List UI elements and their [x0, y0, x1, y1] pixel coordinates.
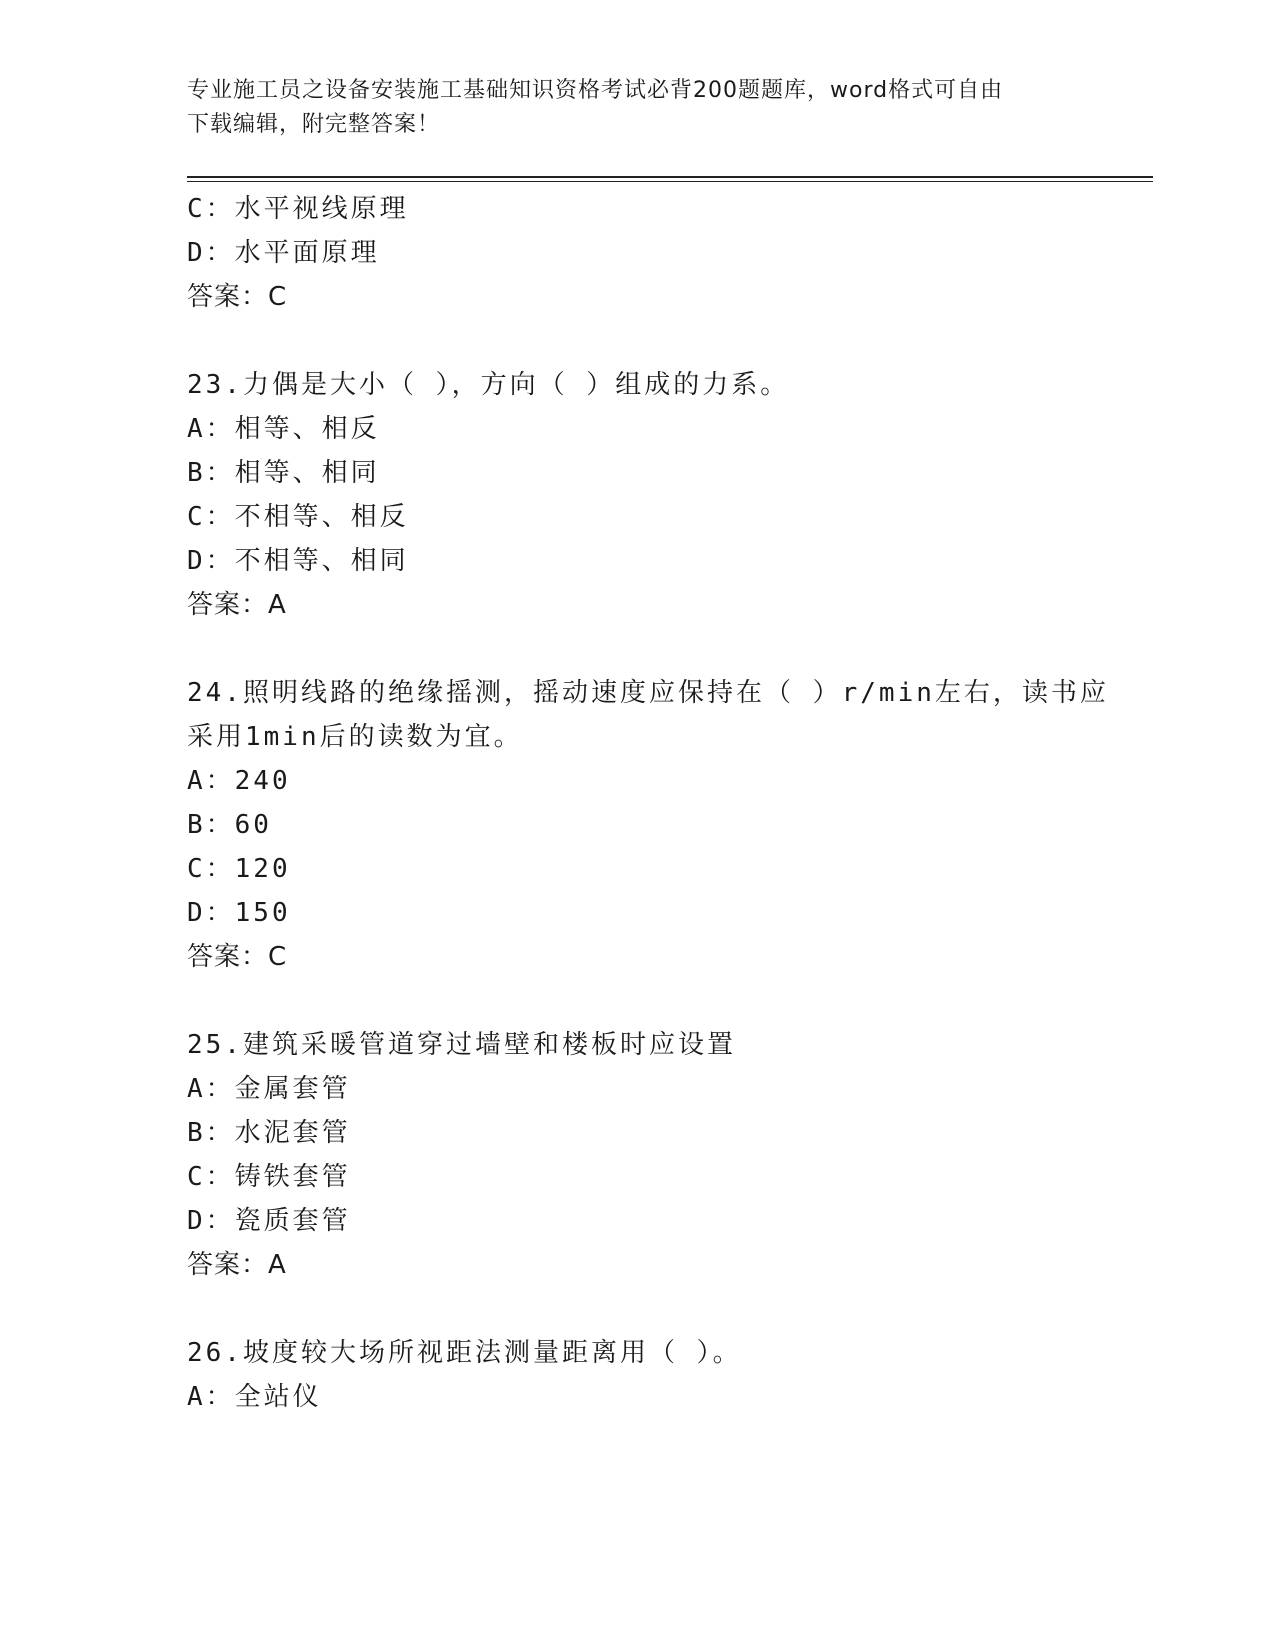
q25-option-c: C：铸铁套管: [187, 1162, 351, 1192]
q22-option-c: C：水平视线原理: [187, 194, 409, 224]
q25-answer: 答案：A: [187, 1250, 287, 1280]
q26-question: 26.坡度较大场所视距法测量距离用（ ）。: [187, 1338, 742, 1368]
q25-question: 25.建筑采暖管道穿过墙壁和楼板时应设置: [187, 1030, 736, 1060]
q24-question-line-1: 24.照明线路的绝缘摇测，摇动速度应保持在（ ）r/min左右，读书应: [187, 678, 1109, 708]
q25-option-a: A：金属套管: [187, 1074, 351, 1104]
q23-option-a: A：相等、相反: [187, 414, 380, 444]
header-line-2: 下载编辑，附完整答案！: [187, 112, 441, 137]
q23-answer: 答案：A: [187, 590, 287, 620]
header-divider-thick: [187, 176, 1153, 178]
q24-option-a: A：240: [187, 766, 291, 796]
q24-question-line-2: 采用1min后的读数为宜。: [187, 722, 523, 752]
q23-option-c: C：不相等、相反: [187, 502, 409, 532]
q23-option-d: D：不相等、相同: [187, 546, 409, 576]
document-header: [187, 74, 1067, 142]
q24-option-d: D：150: [187, 898, 291, 928]
header-line-1: 专业施工员之设备安装施工基础知识资格考试必背200题题库，word格式可自由: [187, 78, 1004, 103]
header-divider-thin: [187, 181, 1153, 182]
q26-option-a: A：全站仪: [187, 1382, 322, 1412]
q25-option-b: B：水泥套管: [187, 1118, 351, 1148]
q22-answer: 答案：C: [187, 282, 288, 312]
q23-option-b: B：相等、相同: [187, 458, 380, 488]
q23-question: 23.力偶是大小（ ），方向（ ）组成的力系。: [187, 370, 790, 400]
q24-option-b: B：60: [187, 810, 272, 840]
q25-option-d: D：瓷质套管: [187, 1206, 351, 1236]
q22-option-d: D：水平面原理: [187, 238, 380, 268]
q24-option-c: C：120: [187, 854, 291, 884]
q24-answer: 答案：C: [187, 942, 288, 972]
